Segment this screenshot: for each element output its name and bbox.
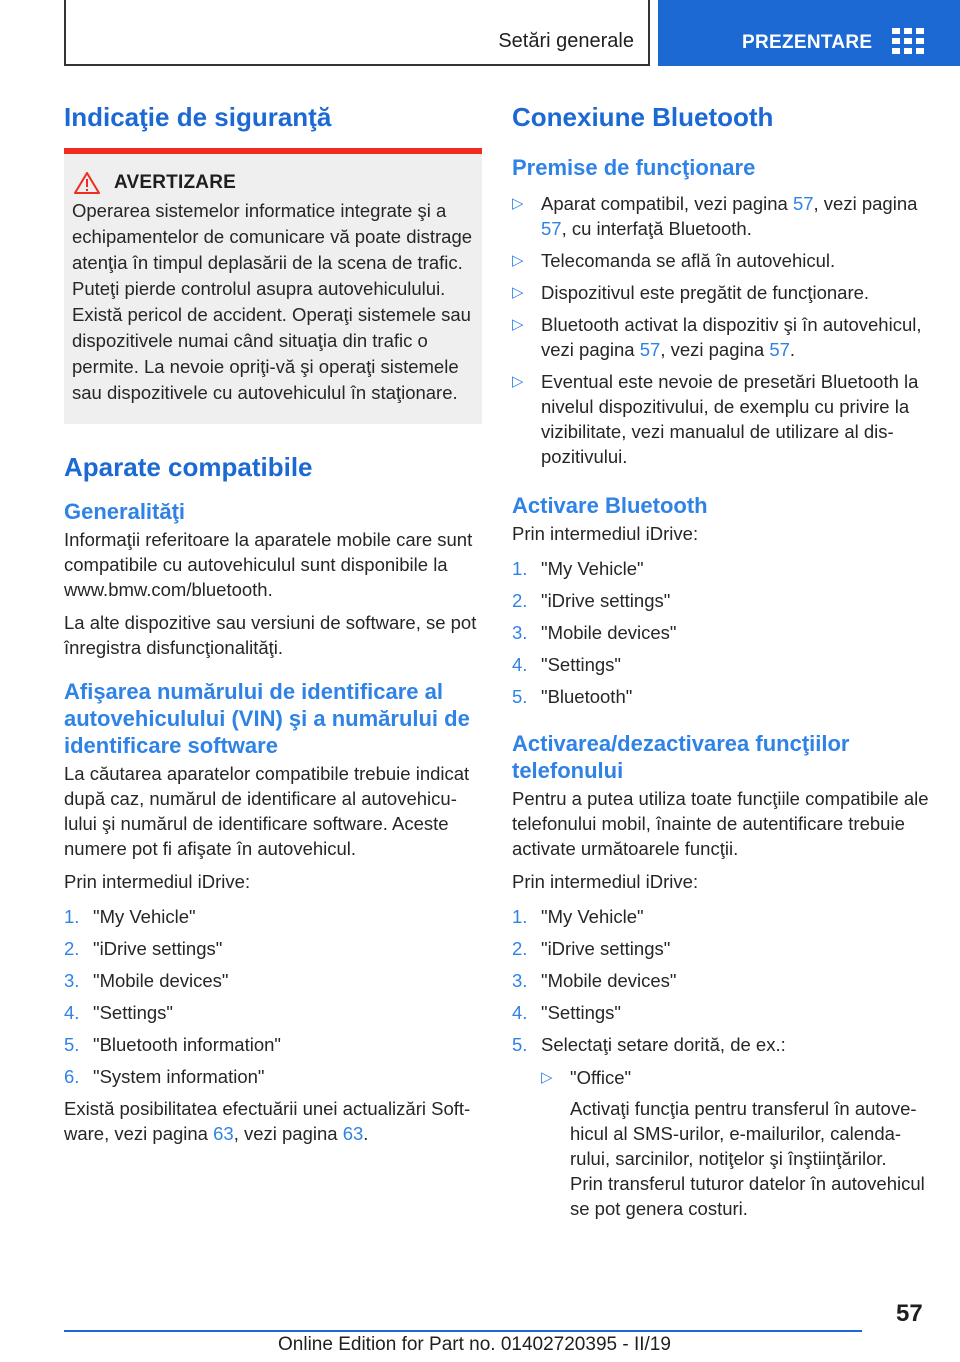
warning-triangle-icon xyxy=(74,172,100,194)
list-item: 6. "System information" xyxy=(64,1066,265,1087)
safety-heading: Indicaţie de siguranţă xyxy=(64,102,332,132)
general-heading: Generalităţi xyxy=(64,499,186,524)
list-item: ▷ Dispozitivul este pregătit de funcţionare. xyxy=(512,282,870,303)
list-item: 4. "Settings" xyxy=(512,1002,621,1023)
list-item: 1. "My Vehicle" xyxy=(512,906,644,927)
list-item: 4. "Settings" xyxy=(64,1002,173,1023)
list-item: 1. "My Vehicle" xyxy=(512,558,644,579)
list-item: 2. "iDrive settings" xyxy=(64,938,223,959)
office-label: "Office" xyxy=(570,1067,632,1088)
phone-steps-list xyxy=(512,904,930,1221)
header-section-box xyxy=(64,0,650,66)
phone-functions-heading: Activarea/dezactivarea funcţiilor telefonului xyxy=(512,731,850,783)
vin-steps-list xyxy=(64,904,482,1089)
office-paragraph-1: Activaţi funcţia pentru transferul în autovehicul al SMS-urilor, e-mailurilor, calendarului, sarcinilor, notiţelor şi înştiinţărilor. xyxy=(570,1098,917,1169)
list-item: ▷ Bluetooth activat la dispozitiv şi în autovehicul, vezi pagina 57, vezi pagina 57. xyxy=(512,314,922,360)
page-link-57[interactable]: 57 xyxy=(792,193,814,214)
list-item: ▷ Eventual este nevoie de presetări Bluetooth la nivelul dispozitivului, de exemplu cu privire la vizibilitate, vezi manualul de utilizare al dispozitivului. xyxy=(512,371,919,467)
vin-paragraph-2: Prin intermediul iDrive: xyxy=(64,871,251,892)
section-title: Setări generale xyxy=(498,30,634,52)
triangle-bullet-icon: ▷ xyxy=(512,284,524,301)
right-column xyxy=(512,100,930,1228)
bluetooth-heading: Conexiune Bluetooth xyxy=(512,102,774,132)
grid-menu-icon[interactable] xyxy=(892,28,924,54)
page-link-63[interactable]: 63 xyxy=(213,1123,234,1144)
activate-steps-list xyxy=(512,556,930,709)
list-item: 5. Selectaţi setare dorită, de ex.: ▷ "Office" Activaţi funcţia pentru transferul în autovehicul al SMS-urilor, e-mailurilor, calendarului, sarcinilor, notiţelor şi înştiinţărilor. Prin transferul tuturor datelor în autovehicul se pot genera costuri. xyxy=(512,1032,930,1221)
vin-paragraph-1: La căutarea aparatelor compatibile trebuie indicat după caz, numărul de identificare al autovehiculului şi numărul de identificare software. Aceste numere pot fi afişate în autovehicul. xyxy=(64,763,470,859)
list-item: 2. "iDrive settings" xyxy=(512,938,671,959)
list-item: 5. "Bluetooth information" xyxy=(64,1034,281,1055)
list-item: 4. "Settings" xyxy=(512,654,621,675)
list-item: 3. "Mobile devices" xyxy=(64,970,229,991)
page-link-63[interactable]: 63 xyxy=(342,1123,364,1144)
prerequisites-list xyxy=(512,191,930,469)
software-update-paragraph: Există posibilitatea efectuării unei actualizări Software, vezi pagina 63, vezi pagina 63. xyxy=(64,1098,471,1144)
list-item: ▷ Telecomanda se află în autovehicul. xyxy=(512,250,836,271)
footer-edition: Online Edition for Part no. 01402720395 - II/19 xyxy=(278,1334,671,1355)
chapter-title: PREZENTARE xyxy=(742,32,873,53)
general-paragraph-1: Informaţii referitoare la aparatele mobile care sunt compatibile cu autovehiculul sunt disponibile la www.bmw.com/bluetooth. xyxy=(64,529,473,600)
page-link-57[interactable]: 57 xyxy=(769,339,790,360)
activate-bluetooth-heading: Activare Bluetooth xyxy=(512,493,708,518)
triangle-bullet-icon: ▷ xyxy=(512,252,524,269)
compatible-devices-heading: Aparate compatibile xyxy=(64,452,313,482)
page-number: 57 xyxy=(896,1300,923,1327)
triangle-bullet-icon: ▷ xyxy=(512,316,524,333)
phone-paragraph-2: Prin intermediul iDrive: xyxy=(512,871,699,892)
warning-box xyxy=(64,148,482,424)
footer-divider xyxy=(64,1330,862,1332)
triangle-bullet-icon: ▷ xyxy=(541,1069,553,1086)
triangle-bullet-icon: ▷ xyxy=(512,373,524,390)
page-link-57[interactable]: 57 xyxy=(639,339,661,360)
warning-title: AVERTIZARE xyxy=(114,172,236,193)
office-sub-item xyxy=(541,1065,930,1221)
list-item: 3. "Mobile devices" xyxy=(512,622,677,643)
page-link-57[interactable]: 57 xyxy=(541,218,562,239)
left-column xyxy=(64,100,482,1146)
list-item: ▷ Aparat compatibil, vezi pagina 57, vezi pagina 57, cu interfaţă Bluetooth. xyxy=(512,193,918,239)
vin-heading: Afişarea numărului de identificare al autovehiculului (VIN) şi a numărului de identificare software xyxy=(64,679,470,758)
list-item: 1. "My Vehicle" xyxy=(64,906,196,927)
header-chapter-tab[interactable] xyxy=(658,0,960,66)
list-item: 5. "Bluetooth" xyxy=(512,686,633,707)
prerequisites-heading: Premise de funcţionare xyxy=(512,155,756,180)
office-paragraph-2: Prin transferul tuturor datelor în autovehicul se pot genera costuri. xyxy=(570,1173,925,1219)
general-paragraph-2: La alte dispozitive sau versiuni de software, se pot înregistra disfuncţionalităţi. xyxy=(64,612,477,658)
list-item: 2. "iDrive settings" xyxy=(512,590,671,611)
phone-paragraph-1: Pentru a putea utiliza toate funcţiile compatibile ale telefonului mobil, înainte de autentificare trebuie activate următoarele funcţii. xyxy=(512,788,929,859)
activate-intro: Prin intermediul iDrive: xyxy=(512,523,699,544)
triangle-bullet-icon: ▷ xyxy=(512,195,524,212)
list-item: 3. "Mobile devices" xyxy=(512,970,677,991)
warning-text: Operarea sistemelor informatice integrate şi a echipamentelor de comunicare vă poate distrage atenţia în timpul deplasării de la scena de trafic. Puteţi pierde controlul asupra autovehiculului. Există pericol de accident. Operaţi sistemele sau dispozitivele numai când situaţia din trafic o permite. La nevoie opriţi-vă şi operaţi sistemele sau dispozitivele cu autovehiculul în staţionare. xyxy=(72,200,473,403)
